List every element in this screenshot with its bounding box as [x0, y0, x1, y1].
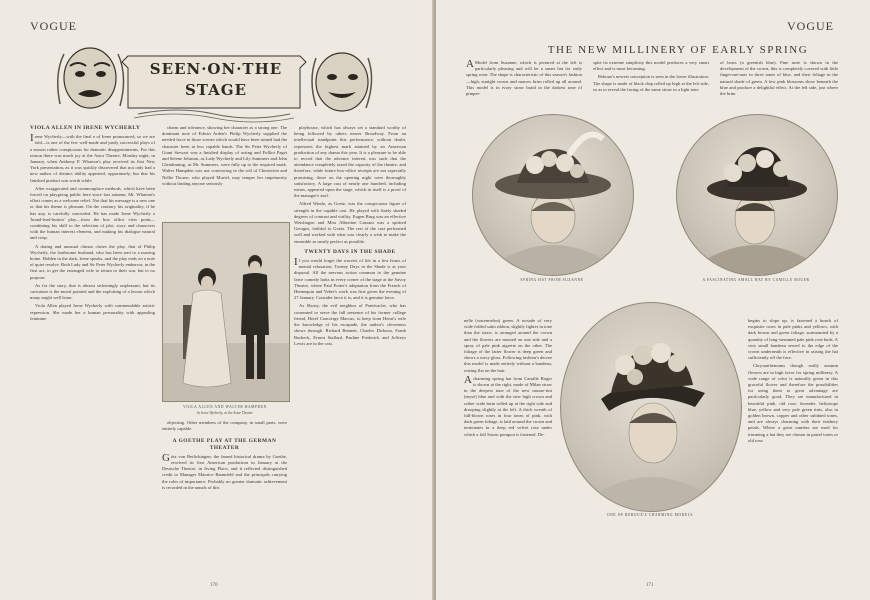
article-column-3 — [294, 125, 406, 565]
section-heading-irene-wycherly: VIOLA ALLEN IN IRENE WYCHERLY — [30, 125, 141, 131]
caption-suzanne: SPRING HAT FROM SUZANNE — [520, 278, 584, 282]
article-column-2-top — [162, 125, 287, 217]
comedy-mask-icon — [312, 53, 372, 111]
paragraph: Reboux's newest conception is seen in the lower illustration. The shape is made of black chip rolled up high at the left side, so as to reveal the facing of the same straw in a light tone — [593, 74, 709, 92]
left-page — [0, 0, 434, 600]
millinery-mid-right-column — [748, 318, 838, 568]
paragraph: begins to slope up, is fastened a bunch of exquisite roses in pale pinks and yellows, with dark brown and green foliage, surmounted by a quantity of long-stemmed pale pink rose buds. A very small bandeau sewed to the edge of the crown underneath is effective in raising the hat sufficiently off the face. — [748, 318, 838, 361]
paragraph: playhouse, which has always set a standard worthy of being followed by others nearer Broadway. From an intellectual standpoint this performance, without doubt, represents the highest mark attained by an American production of any drama this year. It is a pleasure to be able to record that the advance interest was such that the attendance completely taxed the capacity of the theatre, and therefore, while future box-office receipts are not especially promising, those on the opening night were thoroughly satisfactory. A large cast of nearly one hundred, including extras, appeared upon the stage, which in itself is a proof of the manager's zeal. — [294, 125, 406, 199]
paragraph: of brass (a greenish blue). Fine taste is shown in the development of the crown, this is completely covered with little finger-me-nots in three tones of blue, and their foliage in the natural shade of green. A few pink blossoms show beneath the blue and produce a delightful effect. At the left side, just where the brim — [720, 60, 838, 97]
paragraph: As Shorty, the evil neighbor of Pontivache, who has consented to serve the full sentence of his former college friend, Hotel Concierge Marcus, to keep from Henri's wife the knowledge of his escapade, the author's cleverness shows through. Richard Bennett, Charles Dickson, Frank Burbeck, Ernest Stallard, Pauline Frederick and Joffreys Lewis are in the cast. — [294, 303, 406, 346]
millinery-column-2 — [593, 60, 709, 108]
seen-on-the-stage-banner — [38, 44, 392, 126]
photo-caption: VIOLA ALLEN AND WALTER HAMPDEN — [183, 405, 267, 409]
section-heading-twenty-days: TWENTY DAYS IN THE SHADE — [304, 248, 396, 255]
section-heading-goethe-play: A GOETHE PLAY AT THE GERMAN THEATER — [172, 438, 277, 451]
masthead-right: VOGUE — [787, 19, 834, 33]
millinery-headline: THE NEW MILLINERY OF EARLY SPRING — [547, 44, 809, 56]
page-number-right: 171 — [646, 583, 654, 588]
paragraph: A daring and unusual climax closes the play, that of Philip Wycherly, the loathsome husband, who has been sent to a nursing home. Hidden in the dark, Irene speaks, and the play ends on a note of quiet resolve. Both Lady and Sir Peter Wycherly endeavor, in the first act, to get the estranged wife to return to their son, but to no purpose. — [30, 243, 155, 280]
hat-portrait-illustration — [561, 303, 741, 511]
paragraph: spite its extreme simplicity this model produces a very smart effect and is most becoming. — [593, 60, 709, 72]
paragraph: Irene Wycherly—with the final e of Irene pronounced, so we are told—is one of the few well-made and justly successful plays of a season rather conspicuous for dramatic disappointments. For this reason there was much joy at the Astor Theatre, Monday night, in January, when Anthony P. Wharton's play received its first New York presentation, as it was quickly discovered that not only had a new author of distinct ability appeared, opportunely, but that his finished product was worth while. — [30, 132, 155, 183]
paragraph: objecting. Other members of the company, in small parts, were entirely capable. — [162, 420, 287, 432]
tragedy-mask-icon — [58, 48, 124, 108]
paragraph: Viola Allen played Irene Wycherly with commendable artistic repression. She made her a human personality with appealing feminine — [30, 303, 155, 321]
millinery-column-3 — [720, 60, 838, 108]
paragraph: Acharming spring hat from Camille Roger is shown at the right, made of Milan straw in the deepest tone of the new mouse-tint (mysé) blue and with the new high crown and rather wide brim rolled up at the right side and drooping slightly at the left. A thick wreath of full-blown roses in four tones of pink, with dark green foliage, is laid around the crown and terminates in a deep red velvet rose under which a full Saxon pompon is fastened. De- — [464, 373, 552, 437]
article-column-1 — [30, 125, 155, 565]
reboux-hat-photo — [560, 302, 742, 512]
paragraph: AModel from Suzanne, which is pictured at the left is particularly pleasing and will be a smart hat for early spring wear. The shape is characteristic of this season's fashion—high, straight crown and narrow brim rolled up all around. This model is in ivory straw braid in the darkest tone of pimper- — [466, 60, 582, 97]
viola-allen-walter-hampden-photo — [162, 222, 290, 402]
paragraph: charm and tolerance, showing her character as a strong one. The dominant note of Edwin Arden's Philip Wycherly supplied the needed force in those scenes which would have been ruined had the character been in less capable hands. The Sir Peter Wycherly of Grant Stewart was a finished display of acting and Folliot Paget and Selene Johnson, as Lady Wycherly and Lily Summers and John Glendinning, as Mr. Summers, were fully up to the required mark. Walter Hampden was not convincing in the roll of Chesterton and Nellie Thorne, who played Muriel, may temper her impetuosity without finding anyone seriously — [162, 125, 287, 186]
suzanne-hat-photo — [472, 114, 634, 276]
stage-photo-illustration — [163, 223, 289, 401]
photo-subcaption: In Irene Wycherly, at the Astor Theatre — [197, 411, 253, 415]
hat-portrait-illustration — [677, 115, 837, 275]
banner-title: SEEN·ON·THE STAGE — [149, 60, 283, 99]
millinery-column-1 — [466, 60, 582, 108]
paragraph: If you would forget the worries of life in a few hours of mental relaxation, Twenty Days in the Shade is at your disposal. All the nervous action common to the genuine farce comedy lurks in every corner of the stage at the Savoy Theatre, where Paul Potter's adaptation from the French of Hennequin and Veber's work was first given the evening of 27 January. Consider farce it is, and it is genuine farce. — [294, 256, 406, 301]
paragraph: As for the story, that is almost sickeningly unpleasant, but its caricature is the moral pointed and the exploiting of a lesson which many might well learn. — [30, 282, 155, 301]
masthead-left: VOGUE — [30, 19, 77, 33]
article-column-2-bottom — [162, 420, 287, 565]
paragraph: Götz von Berlichingen, the famed historical drama by Goethe, received its first American production in January at the Deutsche Theatre, in Irving Place, and it reflected distinguished credit to Manager Maurice Baumfeld and the principals carrying the roles of importance. Probably no greater dramatic achievement is recorded in the annals of this — [162, 451, 287, 490]
hat-portrait-illustration — [473, 115, 633, 275]
paragraph: nelle (watermelon) green. A torsade of very wide folded satin ribbon, slightly lighter in tone than the straw, is arranged around the crown and the flowers are massed on one side and a spray of pale pink aigrette on the other. The foliage of the latter flower is deep green and shows a wavy gloss. Following fashion's decree this model is made entirely without a bandeau, resting flat on the hair. — [464, 318, 552, 373]
paragraph: After exaggerated and commonplace methods, which have been forced on playgoing public here since last autumn, Mr. Wharton's effort comes as a welcome relief. Not that his message is a new one or that his theme is pleasant. On the contrary his originality, if he has any, is carefully concealed. He has made Irene Wycherly a 'brand-lead-button' play—from the box office view point—combining his skill to the selection of plot, story and characters with the human interest element, and making his dialogue natural and crisp. — [30, 185, 155, 241]
caption-camille-roger: A FASCINATING SMALL HAT BY CAMILLE ROGER — [702, 278, 810, 282]
page-number-left: 170 — [210, 583, 218, 588]
caption-reboux: ONE OF REBOUX'S CHARMING MODELS — [607, 513, 693, 517]
right-page — [436, 0, 870, 600]
camille-roger-hat-photo — [676, 114, 838, 276]
paragraph: Chrysanthemums though really autumn flowers are in high favor for spring millinery. A wide range of color is naturally given in this graceful flower and therefore the possibilities for using them to great advantage are particularly good. They are manufactured in beautiful pink, old rose, lavender, heliotrope blue, yellow and very pale green tints, also in golden brown, copper and other subdued tones, and are always charming with their feathery petals. Where a great number are used for trimming a hat they are chosen in pastel tones or old rose. — [748, 363, 838, 443]
millinery-mid-left-column — [464, 318, 552, 528]
paragraph: Alfred Windo, as Goetz, was the conspicuous figure of strength in the capable cast. He played with finely shaded degrees of contrast and virility. Eugen Burg was an effective Weislingen and Miss Albertine Cassani was a spirited Georges, faithful to Goetz. The rest of the cast performed well and worked with what was clearly a wish to make the ensemble as nearly perfect as possible. — [294, 201, 406, 244]
